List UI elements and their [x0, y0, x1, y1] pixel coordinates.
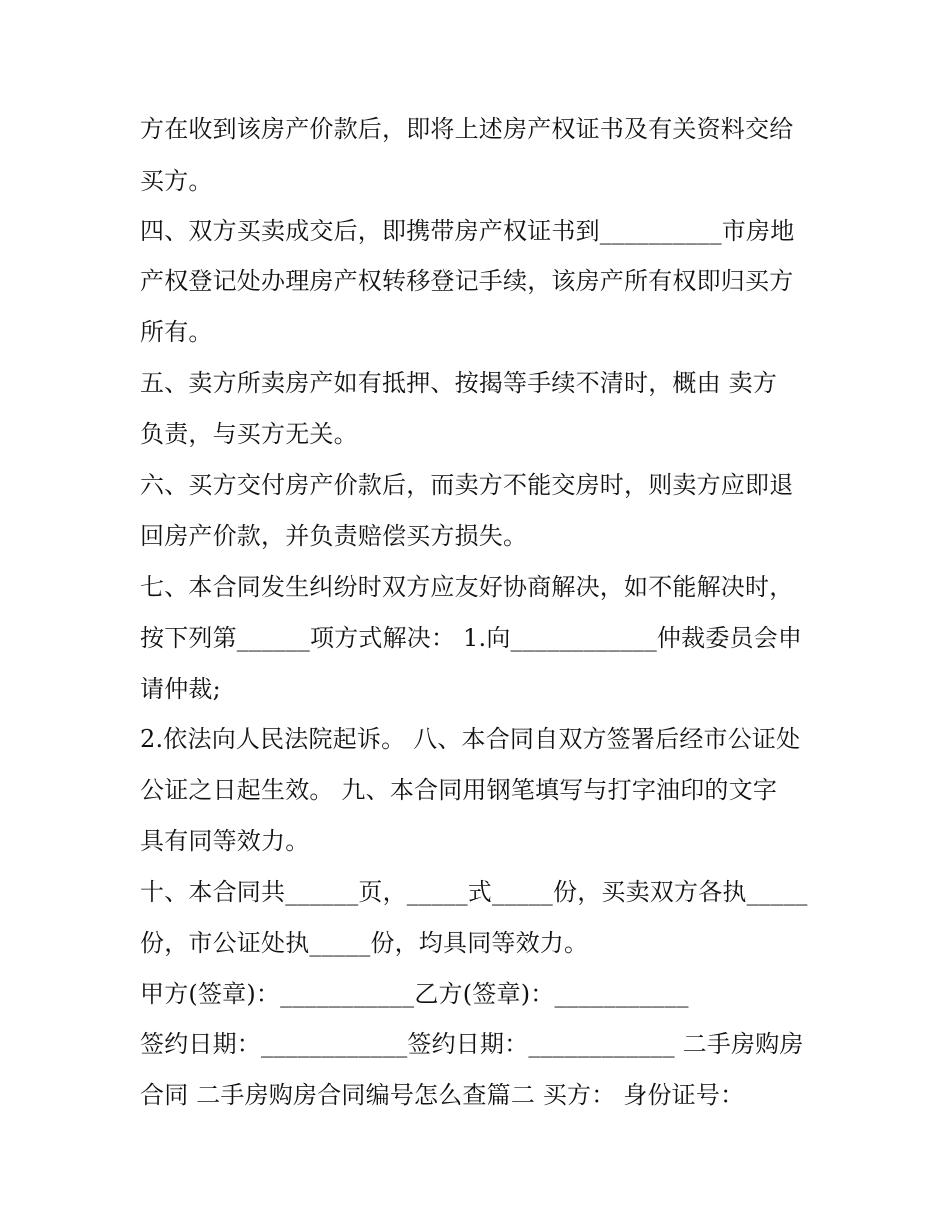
text-line: 十、本合同共______页，_____式_____份，买卖双方各执_____: [140, 878, 808, 906]
text-line: 买方。: [140, 167, 213, 195]
text-line: 合同 二手房购房合同编号怎么查篇二 买方： 身份证号：: [140, 1081, 745, 1109]
text-line: 甲方(签章)：___________乙方(签章)：___________: [140, 980, 689, 1008]
text-line: 具有同等效力。: [140, 827, 310, 855]
text-line: 回房产价款，并负责赔偿买方损失。: [140, 522, 528, 550]
text-line: 七、本合同发生纠纷时双方应友好协商解决，如不能解决时，: [140, 573, 794, 601]
text-line: 签约日期：____________签约日期：____________ 二手房购房: [140, 1030, 804, 1058]
text-line: 四、双方买卖成交后，即携带房产权证书到__________市房地: [140, 217, 795, 245]
text-line: 按下列第______项方式解决： 1.向____________仲裁委员会申: [140, 624, 803, 652]
text-line: 份，市公证处执_____份，均具同等效力。: [140, 929, 589, 957]
text-line: 五、卖方所卖房产如有抵押、按揭等手续不清时，概由 卖方: [140, 369, 778, 397]
text-line: 负责，与买方无关。: [140, 420, 358, 448]
text-line: 请仲裁;: [140, 675, 221, 703]
text-line: 所有。: [140, 318, 213, 346]
text-line: 公证之日起生效。 九、本合同用钢笔填写与打字油印的文字: [140, 776, 778, 804]
text-line: 产权登记处办理房产权转移登记手续，该房产所有权即归买方: [140, 267, 794, 295]
text-line: 方在收到该房产价款后，即将上述房产权证书及有关资料交给: [140, 115, 794, 143]
text-line: 六、买方交付房产价款后，而卖方不能交房时，则卖方应即退: [140, 471, 794, 499]
text-line: 2.依法向人民法院起诉。 八、本合同自双方签署后经市公证处: [140, 725, 801, 753]
